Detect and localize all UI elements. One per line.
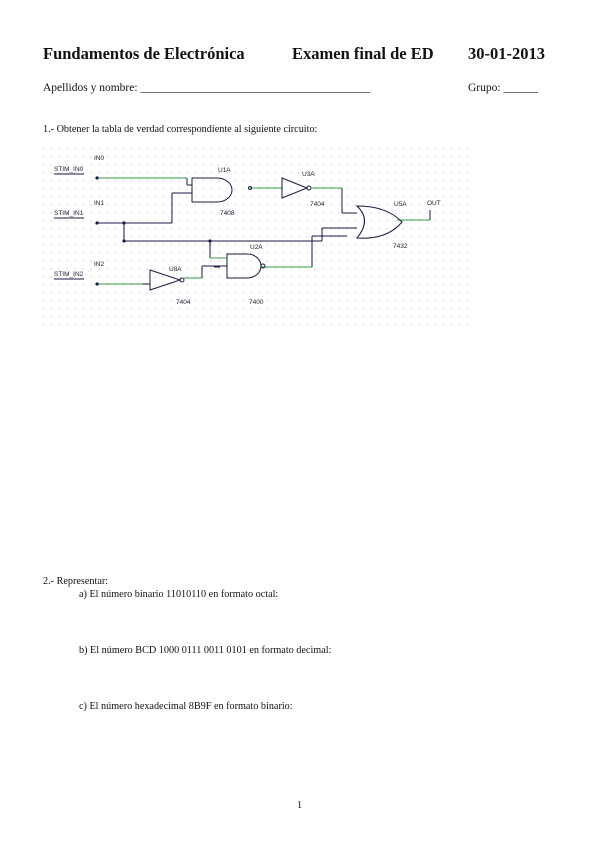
stim-label-1: STIM_IN1 bbox=[54, 210, 84, 217]
input-label-1: IN1 bbox=[94, 200, 105, 207]
question-2c: c) El número hexadecimal 8B9F en formato binario: bbox=[79, 701, 293, 712]
group-field-label: Grupo: ______ bbox=[468, 82, 538, 94]
question-2b: b) El número BCD 1000 0111 0011 0101 en formato decimal: bbox=[79, 645, 332, 656]
logic-circuit-diagram bbox=[42, 148, 472, 328]
part-ref-u2a: U2A bbox=[250, 244, 263, 251]
question-1-text: 1.- Obtener la tabla de verdad correspondiente al siguiente circuito: bbox=[43, 124, 318, 135]
output-label: OUT bbox=[427, 200, 441, 207]
exam-title: Examen final de ED bbox=[292, 44, 434, 63]
question-2a: a) El número binario 11010110 en formato octal: bbox=[79, 589, 279, 600]
input-label-0: IN0 bbox=[94, 155, 105, 162]
part-type-u8a: 7404 bbox=[176, 299, 191, 306]
exam-date: 30-01-2013 bbox=[468, 44, 545, 63]
stim-label-0: STIM_IN0 bbox=[54, 166, 84, 173]
part-type-u2a: 7400 bbox=[249, 299, 264, 306]
stim-label-2: STIM_IN2 bbox=[54, 271, 84, 278]
part-ref-u3a: U3A bbox=[302, 171, 315, 178]
name-field-label: Apellidos y nombre: ________________________________________ bbox=[43, 82, 371, 94]
part-ref-u8a: U8A bbox=[169, 266, 182, 273]
question-2-title: 2.- Representar: bbox=[43, 576, 109, 587]
part-type-u3a: 7404 bbox=[310, 201, 325, 208]
part-ref-u1a: U1A bbox=[218, 167, 231, 174]
input-label-2: IN2 bbox=[94, 261, 105, 268]
part-type-u1a: 7408 bbox=[220, 210, 235, 217]
course-title: Fundamentos de Electrónica bbox=[43, 44, 245, 63]
page-number: 1 bbox=[297, 800, 303, 811]
part-ref-u5a: U5A bbox=[394, 201, 407, 208]
part-type-u5a: 7432 bbox=[393, 243, 408, 250]
